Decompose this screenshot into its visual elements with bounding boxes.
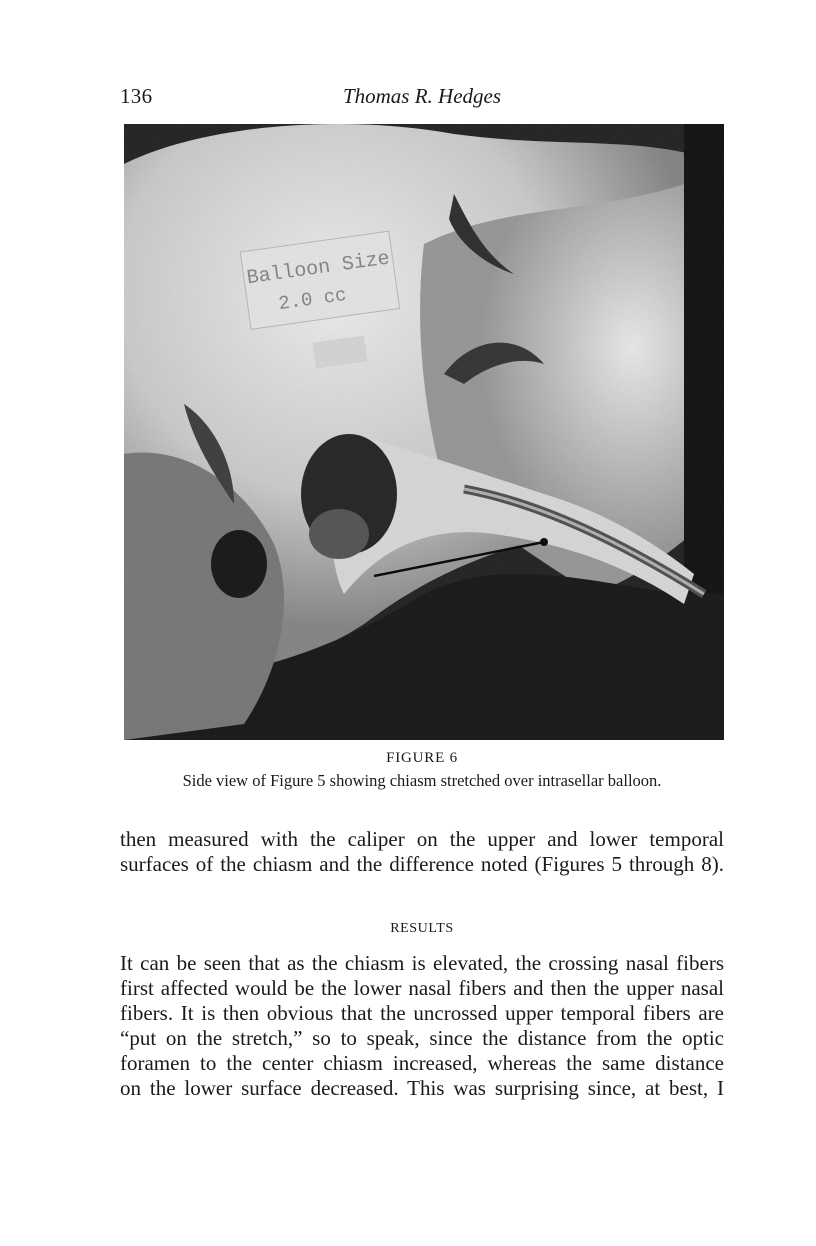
- page-number: 136: [120, 84, 153, 108]
- body-paragraph-1: then measured with the caliper on the upper and lower temporal surfaces of the chiasm and the difference noted (Figures 5 through 8).: [120, 827, 724, 876]
- paragraph-line: on the lower surface decreased. This was surprising since, at best, I: [120, 1076, 724, 1100]
- photo-label-line2: 2.0 cc: [277, 283, 348, 316]
- figure-caption: Side view of Figure 5 showing chiasm stretched over intrasellar balloon.: [182, 771, 662, 790]
- body-paragraph-2: [120, 951, 724, 1101]
- figure-label: FIGURE 6: [386, 750, 458, 766]
- paragraph-line: first affected would be the lower nasal fibers and then the upper nasal: [120, 976, 724, 1000]
- paragraph-line: fibers. It is then obvious that the uncrossed upper temporal fibers are: [120, 1001, 724, 1025]
- paragraph-line: “put on the stretch,” so to speak, since the distance from the optic: [120, 1026, 724, 1050]
- section-heading-results: RESULTS: [390, 921, 454, 936]
- paragraph-line: It can be seen that as the chiasm is elevated, the crossing nasal fibers: [120, 951, 724, 975]
- photo-label-line1: Balloon Size: [245, 247, 392, 291]
- paragraph-line: foramen to the center chiasm increased, whereas the same distance: [120, 1051, 724, 1075]
- figure-photo: [124, 124, 724, 740]
- running-head: Thomas R. Hedges: [342, 84, 502, 108]
- anatomical-photo-image: [124, 124, 724, 740]
